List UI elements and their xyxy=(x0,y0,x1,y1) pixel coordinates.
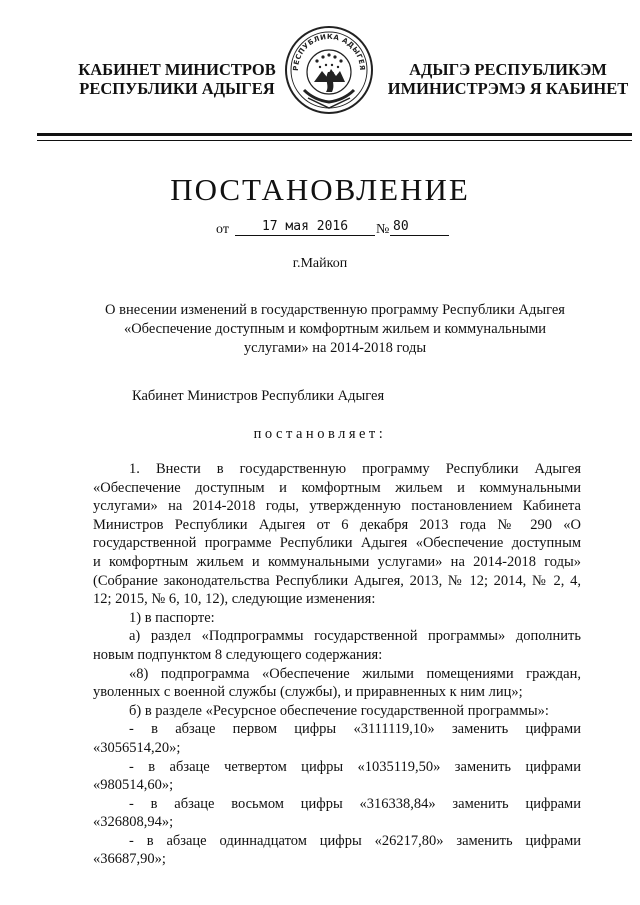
document-date: 17 мая 2016 xyxy=(235,219,375,236)
body-line: - в абзаце одиннадцатом цифры «26217,80» заменить цифрами xyxy=(129,832,581,849)
body-line: услугами» на 2014-2018 годы, утвержденную постановлением Кабинета xyxy=(93,498,581,515)
body-line: 12; 2015, № 6, 10, 12), следующие изменения: xyxy=(93,591,376,608)
body-line: «326808,94»; xyxy=(93,814,174,831)
city-name: г.Майкоп xyxy=(292,256,348,271)
subject-line: услугами» на 2014-2018 годы xyxy=(243,340,427,356)
issuer-header-adyghe xyxy=(383,60,633,98)
body-line: «980514,60»; xyxy=(93,777,174,794)
subject-line: О внесении изменений в государственную программу Республики Адыгея xyxy=(105,302,565,318)
emblem-caption: РЕСПУБЛИКА АДЫГЕЯ xyxy=(291,32,367,72)
document-number: 80 xyxy=(390,219,449,236)
svg-text:РЕСПУБЛИКА АДЫГЕЯ xyxy=(292,33,366,71)
body-line: государственной программе Республики Адыгея «Обеспечение доступным xyxy=(93,535,581,552)
body-line: новым подпунктом 8 следующего содержания: xyxy=(93,646,383,663)
body-line: «Обеспечение доступным и комфортным жильем и коммунальными xyxy=(93,479,581,496)
date-number-line xyxy=(200,216,460,240)
body-line: и комфортным жильем и коммунальными услугами» на 2014-2018 годы» xyxy=(93,553,581,570)
body-line: 1) в паспорте: xyxy=(129,609,215,626)
body-line: - в абзаце восьмом цифры «316338,84» заменить цифрами xyxy=(129,795,581,812)
document-title: ПОСТАНОВЛЕНИЕ xyxy=(170,172,470,207)
document-body xyxy=(93,460,581,869)
body-line: - в абзаце четвертом цифры «1035119,50» заменить цифрами xyxy=(129,758,581,775)
subject-line: «Обеспечение доступным и комфортным жильем и коммунальными xyxy=(123,321,547,337)
body-line: 1. Внести в государственную программу Республики Адыгея xyxy=(129,461,581,477)
body-line: «8) подпрограмма «Обеспечение жилыми помещениями граждан, xyxy=(129,665,581,682)
header-left-line1: КАБИНЕТ МИНИСТРОВ xyxy=(78,60,276,79)
body-line: (Собрание законодательства Республики Адыгея, 2013, № 12; 2014, № 2, 4, xyxy=(93,572,581,589)
body-line: «3056514,20»; xyxy=(93,739,181,756)
header-right-line1: АДЫГЭ РЕСПУБЛИКЭМ xyxy=(409,60,607,79)
number-prefix: № xyxy=(376,222,390,237)
header-left-line2: РЕСПУБЛИКИ АДЫГЕЯ xyxy=(79,79,275,98)
resolution-keyword: постановляет: xyxy=(253,426,387,442)
body-line: б) в разделе «Ресурсное обеспечение государственной программы»: xyxy=(129,702,549,719)
header-right-line2: ИМИНИСТРЭМЭ Я КАБИНЕТ xyxy=(387,79,629,98)
body-line: «36687,90»; xyxy=(93,851,166,868)
coat-of-arms-emblem xyxy=(284,24,374,116)
date-prefix: от xyxy=(216,222,229,237)
body-line: Министров Республики Адыгея от 6 декабря 2013 года № 290 «О xyxy=(93,516,581,533)
body-line: уволенных с военной службы (службы), и приравненных к ним лиц»; xyxy=(93,684,523,701)
header-divider-thick xyxy=(37,133,632,136)
header-divider-thin xyxy=(37,140,632,141)
body-line: а) раздел «Подпрограммы государственной программы» дополнить xyxy=(129,628,581,645)
issuing-body: Кабинет Министров Республики Адыгея xyxy=(132,388,385,404)
document-subject xyxy=(80,301,590,358)
body-line: - в абзаце первом цифры «3111119,10» заменить цифрами xyxy=(129,721,581,738)
issuer-header-russian xyxy=(72,60,282,98)
